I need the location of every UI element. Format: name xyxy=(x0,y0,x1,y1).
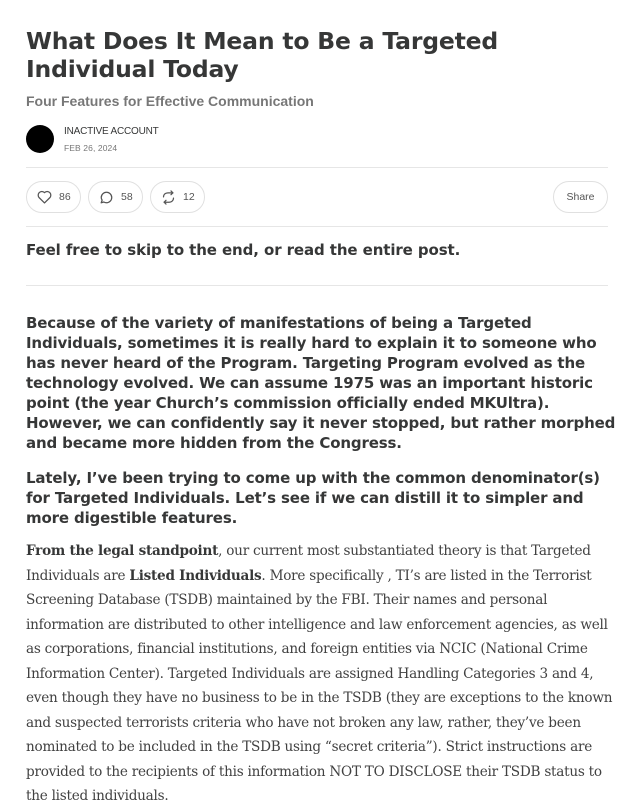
restack-icon xyxy=(161,190,176,205)
paragraph-denominator: Lately, I’ve been trying to come up with the common denominator(s) for Targeted Individuals. Let’s see if we can distill it to simpler and more digestible features. xyxy=(26,469,600,527)
legal-text-part-2: . More specifically , TI’s are listed in the Terrorist Screening Database (TSDB) maintained by the FBI. Their names and personal information are distributed to other intelligence and law enforcement agencies, as well as corporations, financial institutions, and foreign entities via NCIC (National Crime Information Center). Targeted Individuals are assigned Handling Categories 3 and 4, even though they have no business to be in the TSDB (they are exceptions to the known and suspected terrorists criteria who have not broken any law, rather, they’ve been nominated to be included in the TSDB using “secret criteria”). Strict instructions are provided to the recipients of this information NOT TO DISCLOSE their TSDB status to the listed individuals. xyxy=(26,567,613,804)
byline-meta xyxy=(64,126,159,153)
comment-icon xyxy=(99,190,114,205)
listed-individuals-emphasis: Listed Individuals xyxy=(129,567,262,584)
paragraph-legal-standpoint xyxy=(26,539,616,809)
comment-count: 58 xyxy=(121,191,133,203)
like-button[interactable] xyxy=(26,181,81,213)
heart-icon xyxy=(37,190,52,204)
divider-content xyxy=(26,285,608,286)
comment-button[interactable] xyxy=(88,181,143,213)
lead-text: Feel free to skip to the end, or read the entire post. xyxy=(26,241,461,259)
divider-actions xyxy=(26,226,608,227)
byline xyxy=(26,124,159,154)
paragraph-program: Because of the variety of manifestations of being a Targeted Individuals, sometimes it is really hard to explain it to someone who has never heard of the Program. Targeting Program evolved as the technology evolved. We can assume 1975 was an important historic point (the year Church’s commission officially ended MKUltra). However, we can confidently say it never stopped, but rather morphed and became more hidden from the Congress. xyxy=(26,314,616,452)
author-name[interactable]: INACTIVE ACCOUNT xyxy=(64,125,159,137)
restack-count: 12 xyxy=(183,191,195,203)
legal-standpoint-emphasis: From the legal standpoint xyxy=(26,543,219,559)
restack-button[interactable] xyxy=(150,181,205,213)
like-count: 86 xyxy=(59,191,71,203)
post-actions xyxy=(26,181,608,213)
author-avatar[interactable] xyxy=(26,125,54,153)
post-subtitle: Four Features for Effective Communication xyxy=(26,93,314,109)
share-button[interactable]: Share xyxy=(553,181,608,213)
post-title: What Does It Mean to Be a Targeted Individual Today xyxy=(26,27,498,83)
divider-top xyxy=(26,167,608,168)
legal-text-part-1: , our current most substantiated theory is that Targeted Individuals are xyxy=(26,543,591,584)
post-date: FEB 26, 2024 xyxy=(64,142,118,153)
